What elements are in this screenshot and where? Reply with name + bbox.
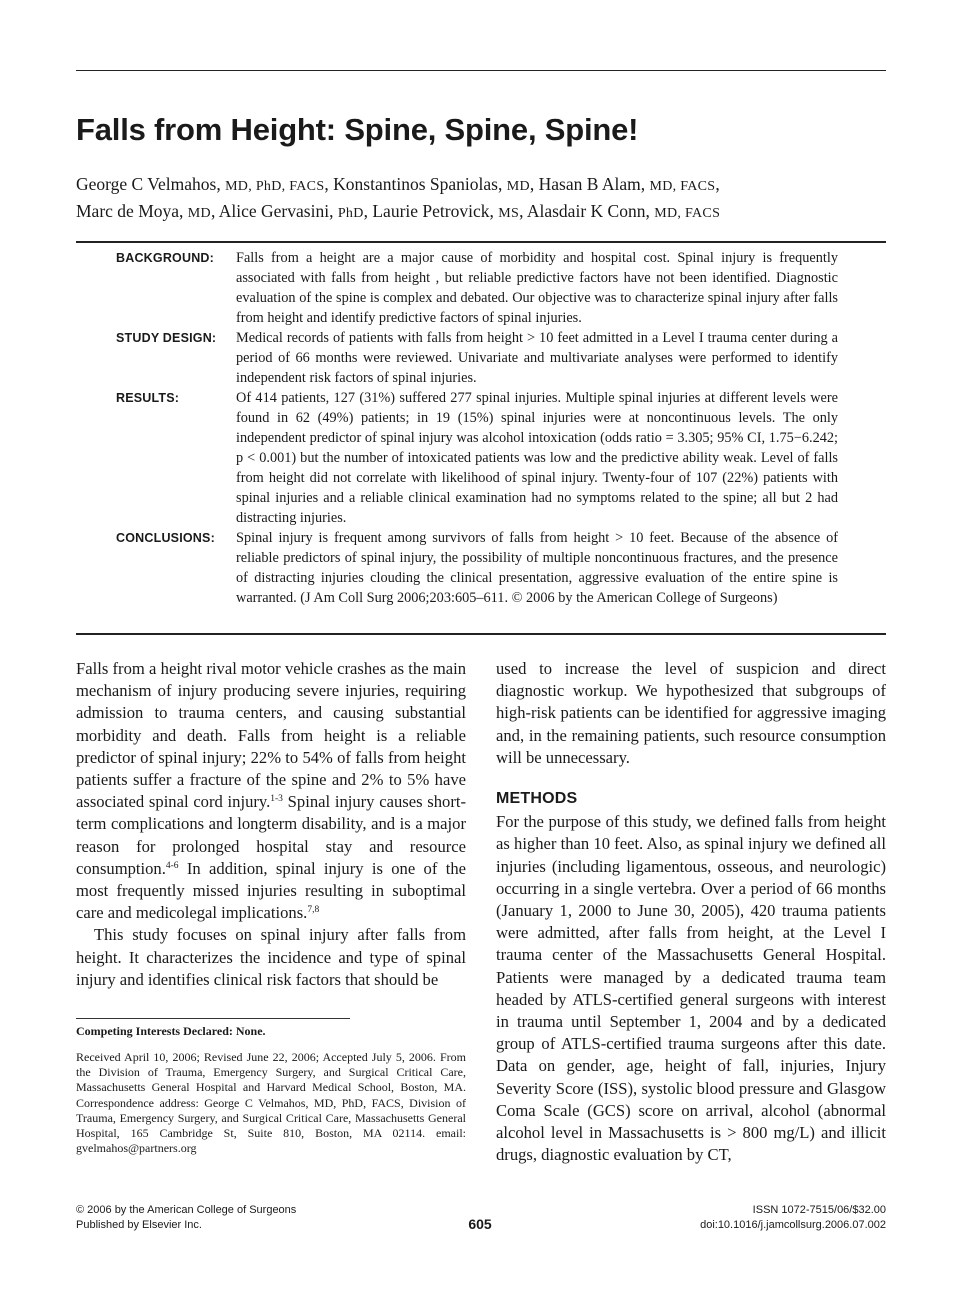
author-degrees: MD, PhD, FACS (225, 179, 325, 194)
abstract-results (76, 388, 838, 528)
abstract-study-design-text: Medical records of patients with falls from height > 10 feet admitted in a Level I trauma center during a period of 66 months were reviewed. Univariate and multivariate analyses were performed to identify independent risk factors of spinal injuries. (236, 330, 838, 386)
abstract-conclusions-label: CONCLUSIONS: (116, 531, 215, 545)
competing-interests: Competing Interests Declared: None. (76, 1024, 266, 1038)
doi-line: doi:10.1016/j.jamcollsurg.2006.07.002 (700, 1219, 886, 1231)
abstract-bottom-rule (76, 633, 886, 635)
abstract-conclusions-text: Spinal injury is frequent among survivors of falls from height > 10 feet. Because of the absence of reliable predictors of spinal injury, the possibility of multiple noncontinuous fractures, and the presence of distracting injuries clouding the clinical presentation, aggressive evaluation of the entire spine is warranted. (J Am Coll Surg 2006;203:605–611. © 2006 by the American College of Surgeons) (236, 530, 838, 606)
citation-ref: 1-3 (270, 794, 283, 805)
abstract-study-design-label: STUDY DESIGN: (116, 331, 217, 345)
body-column-right (496, 658, 886, 1166)
author-degrees: MD (506, 179, 530, 194)
author-degrees: MD (187, 206, 211, 221)
copyright-line: © 2006 by the American College of Surgeons (76, 1204, 297, 1216)
citation-ref: 7,8 (307, 905, 320, 916)
abstract-background-text: Falls from a height are a major cause of morbidity and hospital cost. Spinal injury is frequently associated with falls from height , but reliable predictive factors have not been identified. Diagnostic evaluation of the spine is complex and debated. Our objective was to characterize spinal injury after falls from height and identify predictive factors of spinal injuries. (236, 250, 838, 326)
author-degrees: MD, FACS (654, 206, 721, 221)
citation-ref: 4-6 (165, 860, 179, 871)
author-degrees: MS (498, 206, 520, 221)
abstract-conclusions (76, 528, 838, 608)
body-paragraph: used to increase the level of suspicion and direct diagnostic workup. We hypothesized that subgroups of high-risk patients can be identified for aggressive imaging and, in the remaining patients, such resource consumption will be unnecessary. (496, 659, 886, 767)
abstract-top-rule (76, 241, 886, 243)
author-name: Laurie Petrovick (372, 201, 490, 221)
methods-heading: METHODS (496, 790, 578, 808)
abstract-results-text: Of 414 patients, 127 (31%) suffered 277 spinal injuries. Multiple spinal injuries at different levels were found in 62 (49%) patients; in 19 (15%) spinal injuries were at noncontinuous levels. The only independent predictor of spinal injury was alcohol intoxication (odds ratio = 3.305; 95% CI, 1.75−6.242; p < 0.001) but the number of intoxicated patients was low and the predictive ability weak. Level of falls from height did not correlate with likelihood of spinal injury. Twenty-four of 107 (22%) patients with spinal injuries and a reliable clinical examination had no symptoms related to the spine; all but 2 had distracting injuries. (236, 390, 838, 526)
publisher-line: Published by Elsevier Inc. (76, 1219, 202, 1231)
methods-paragraph: For the purpose of this study, we defined falls from height as higher than 10 feet. Also, as spinal injury we defined all injuries (including ligamentous, osseous, and neurologic) occurring in a single vertebra. Over a period of 66 months (January 1, 2000 to June 30, 2005), 420 trauma patients were admitted, after falls from height, at the Level I trauma center of the Massachusetts General Hospital. Patients were managed by a dedicated trauma team headed by ATLS-certified general surgeons with interest in trauma until September 1, 2004 and by a dedicated group of ATLS-certified trauma surgeons after this date. Data on gender, age, height of fall, injuries, Injury Severity Score (ISS), systolic blood pressure and Glasgow Coma Scale (GCS) score on arrival, alcohol (abnormal alcohol level in Massachusetts is > 800 mg/L) and illicit drugs, diagnostic evaluation by CT, (496, 812, 886, 1165)
author-degrees: MD, FACS (649, 179, 716, 194)
author-list: George C Velmahos, MD, PhD, FACS, Konstantinos Spaniolas, MD, Hasan B Alam, MD, FACS, Marc de Moya, MD, Alice Gervasini, PhD, Laurie Petrovick, MS, Alasdair K Conn, MD, FACS (76, 174, 721, 221)
article-title: Falls from Height: Spine, Spine, Spine! (76, 112, 639, 147)
footer-right (700, 1203, 886, 1233)
body-paragraph: This study focuses on spinal injury after falls from height. It characterizes the incidence and type of spinal injury and identifies clinical risk factors that should be (76, 925, 466, 989)
body-column-left (76, 658, 466, 991)
abstract (76, 248, 838, 608)
author-name: Alice Gervasini (218, 201, 330, 221)
author-name: Alasdair K Conn (526, 201, 646, 221)
body-paragraph: Falls from a height rival motor vehicle crashes as the main mechanism of injury producing severe injuries, requiring admission to trauma centers, and causing substantial morbidity and death. Falls from height is a reliable predictor of spinal injury; 22% to 54% of falls from height patients suffer a fracture of the spine and 2% to 5% have associated spinal cord injury.$^{1-3}$ Spinal injury causes short-term complications and longterm disability, and is a major reason for prolonged hospital stay and resource consumption.$^{4-6}$ In addition, spinal injury is one of the most frequently missed injuries resulting in suboptimal care and medicolegal implications.$^{7,8}$ (76, 659, 466, 923)
received-correspondence: Received April 10, 2006; Revised June 22, 2006; Accepted July 5, 2006. From the Division of Trauma, Emergency Surgery, and Surgical Critical Care, Massachusetts General Hospital and Harvard Medical School, Boston, MA. Correspondence address: George C Velmahos, MD, PhD, FACS, Division of Trauma, Emergency Surgery, and Surgical Critical Care, Massachusetts General Hospital, 165 Cambridge St, Suite 810, Boston, MA 02114. email: gvelmahos@partners.org (76, 1050, 466, 1156)
top-rule (76, 70, 886, 71)
page-number: 605 (468, 1216, 492, 1232)
author-name: Hasan B Alam (538, 174, 641, 194)
issn-line: ISSN 1072-7515/06/$32.00 (752, 1204, 886, 1216)
author-name: Marc de Moya (76, 201, 180, 221)
author-name: George C Velmahos (76, 174, 217, 194)
author-name: Konstantinos Spaniolas (333, 174, 498, 194)
abstract-background (76, 248, 838, 328)
abstract-study-design (76, 328, 838, 388)
footnote-rule (76, 1018, 350, 1019)
abstract-background-label: BACKGROUND: (116, 251, 215, 265)
author-degrees: PhD (337, 206, 364, 221)
abstract-results-label: RESULTS: (116, 391, 180, 405)
